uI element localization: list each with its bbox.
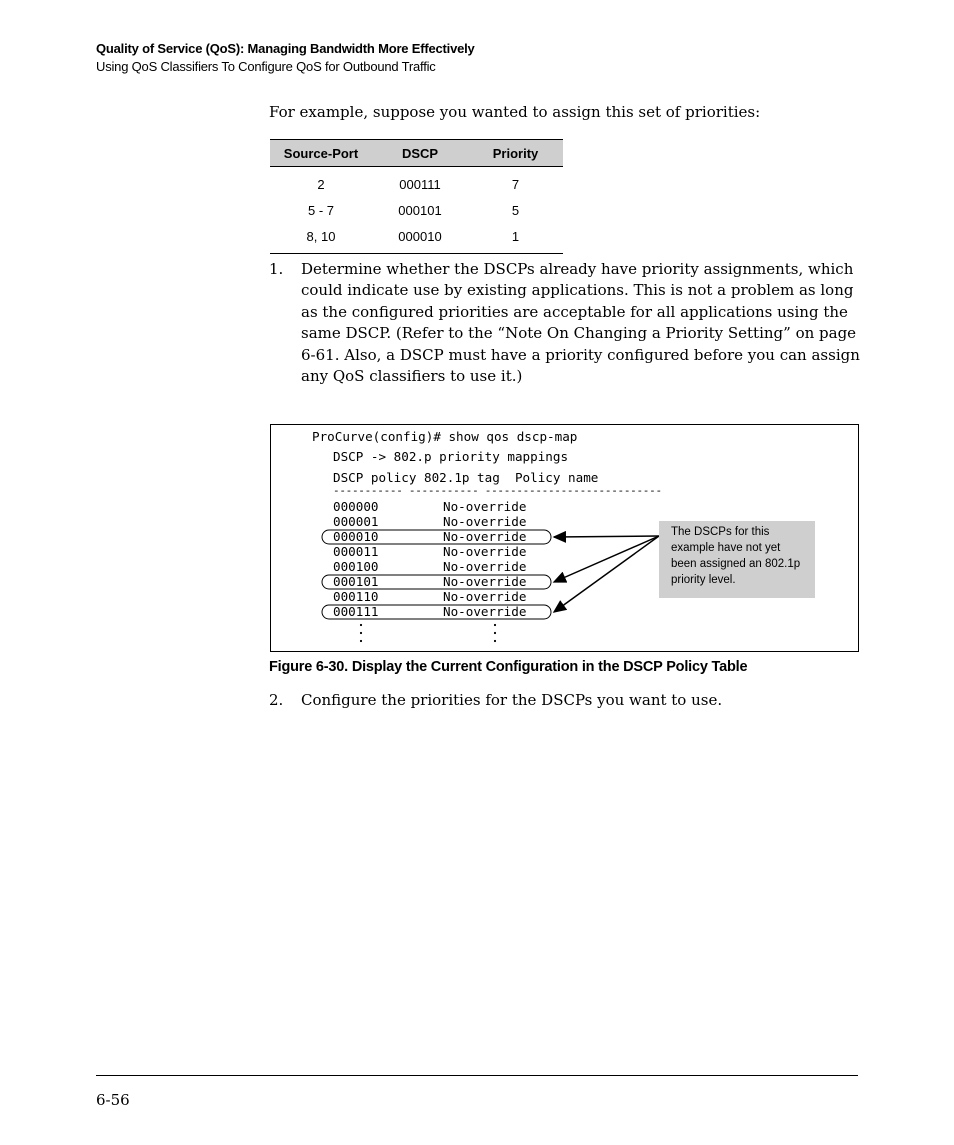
ellipsis-dot bbox=[494, 632, 496, 634]
running-header-title: Quality of Service (QoS): Managing Bandwidth More Effectively bbox=[96, 41, 475, 56]
terminal-row-tag: No-override bbox=[443, 604, 527, 619]
table-cell: 7 bbox=[511, 176, 520, 192]
intro-paragraph: For example, suppose you wanted to assign this set of priorities: bbox=[269, 103, 761, 121]
footer-divider bbox=[96, 1075, 858, 1076]
callout-arrow bbox=[554, 536, 659, 612]
terminal-row-tag: No-override bbox=[443, 499, 527, 514]
terminal-row-dscp: 000011 bbox=[333, 544, 379, 559]
table-cell: 5 - 7 bbox=[307, 202, 334, 218]
terminal-row-dscp: 000110 bbox=[333, 589, 379, 604]
terminal-row-tag: No-override bbox=[443, 529, 527, 544]
terminal-column-headers: DSCP policy 802.1p tag Policy name bbox=[333, 470, 599, 485]
callout-note: The DSCPs for this example have not yet been assigned an 802.1p priority level. bbox=[659, 521, 815, 598]
table-cell: 8, 10 bbox=[306, 228, 336, 244]
step-2 bbox=[269, 690, 869, 712]
highlight-oval bbox=[322, 530, 551, 544]
step-text: Determine whether the DSCPs already have priority assignments, which could indicate use by existing applications. This is not a problem as long as the configured priorities are acceptable for all applications using the same DSCP. (Refer to the “Note On Changing a Priority Setting” on page 6-61. Also, a DSCP must have a priority configured before you can assign any QoS classifiers to use it.) bbox=[301, 260, 860, 386]
terminal-row-tag: No-override bbox=[443, 589, 527, 604]
step-number: 2. bbox=[269, 691, 284, 709]
terminal-row-dscp: 000000 bbox=[333, 499, 379, 514]
table-header-row bbox=[270, 140, 563, 167]
table-cell: 000010 bbox=[398, 228, 442, 244]
column-header-priority: Priority bbox=[492, 145, 539, 161]
terminal-separator: ----------- ----------- ---------------------------- bbox=[333, 484, 662, 497]
terminal-row-tag: No-override bbox=[443, 514, 527, 529]
terminal-heading: DSCP -> 802.p priority mappings bbox=[333, 449, 569, 464]
table-row bbox=[270, 223, 563, 249]
column-header-source-port: Source-Port bbox=[283, 145, 359, 161]
callout-arrow bbox=[554, 536, 659, 537]
ellipsis-dot bbox=[494, 640, 496, 642]
step-number: 1. bbox=[269, 260, 284, 278]
highlight-oval bbox=[322, 575, 551, 589]
terminal-screenshot-figure bbox=[270, 424, 859, 652]
figure-caption: Figure 6-30. Display the Current Configuration in the DSCP Policy Table bbox=[269, 659, 748, 675]
terminal-row-dscp: 000111 bbox=[333, 604, 379, 619]
terminal-row-tag: No-override bbox=[443, 544, 527, 559]
priority-table bbox=[270, 139, 563, 254]
terminal-command: ProCurve(config)# show qos dscp-map bbox=[312, 429, 578, 444]
terminal-row-dscp: 000001 bbox=[333, 514, 379, 529]
table-cell: 5 bbox=[511, 202, 520, 218]
step-text: Configure the priorities for the DSCPs you want to use. bbox=[301, 691, 723, 709]
ellipsis-dot bbox=[494, 624, 496, 626]
terminal-row-dscp: 000101 bbox=[333, 574, 379, 589]
step-1 bbox=[269, 259, 869, 389]
table-cell: 000111 bbox=[399, 176, 441, 192]
running-header-subtitle: Using QoS Classifiers To Configure QoS for Outbound Traffic bbox=[96, 59, 436, 74]
ellipsis-dot bbox=[360, 632, 362, 634]
table-cell: 2 bbox=[317, 176, 325, 192]
table-cell: 000101 bbox=[398, 202, 442, 218]
table-cell: 1 bbox=[511, 228, 520, 244]
terminal-row-tag: No-override bbox=[443, 574, 527, 589]
terminal-row-tag: No-override bbox=[443, 559, 527, 574]
table-row bbox=[270, 171, 563, 197]
ellipsis-dot bbox=[360, 640, 362, 642]
highlight-oval bbox=[322, 605, 551, 619]
callout-arrow bbox=[554, 536, 659, 582]
table-row bbox=[270, 197, 563, 223]
page-number: 6-56 bbox=[96, 1091, 130, 1109]
ellipsis-dot bbox=[360, 624, 362, 626]
terminal-row-dscp: 000010 bbox=[333, 529, 379, 544]
terminal-row-dscp: 000100 bbox=[333, 559, 379, 574]
column-header-dscp: DSCP bbox=[401, 145, 439, 161]
